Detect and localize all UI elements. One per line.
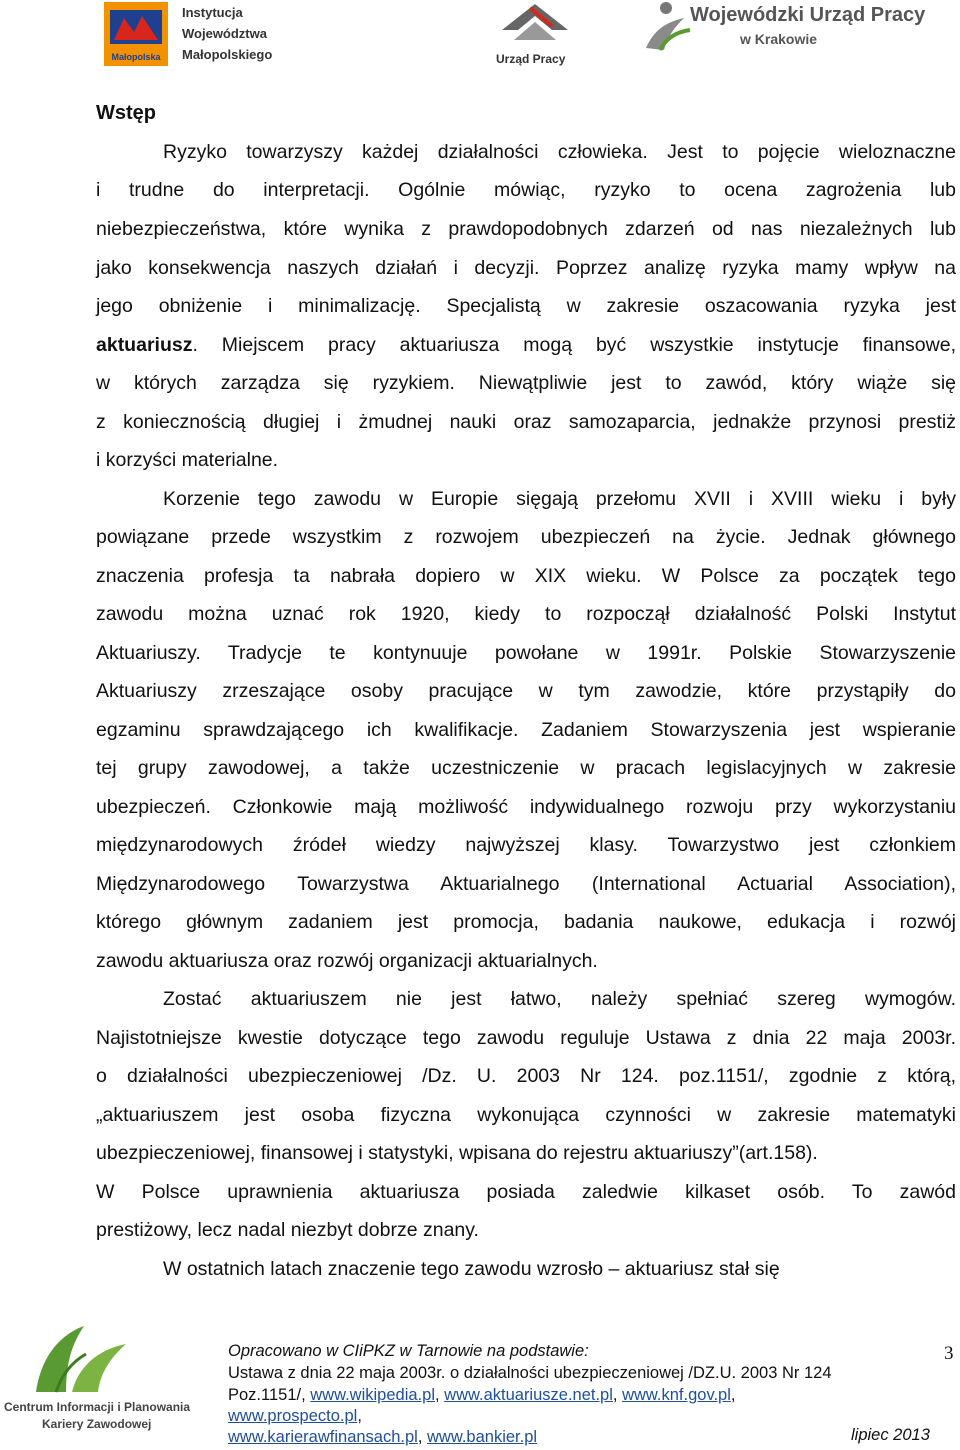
footer-source-line: Ustawa z dnia 22 maja 2003r. o działalności ubezpieczeniowej /DZ.U. 2003 Nr 124: [228, 1364, 832, 1382]
text-line: Najistotniejsze kwestie dotyczące tego zawodu reguluje Ustawa z dnia 22 maja 2003r.: [96, 1027, 956, 1049]
text-line: zawodu aktuariusza oraz rozwój organizacji aktuarialnych.: [96, 950, 598, 972]
text-line: ubezpieczeń. Członkowie mają możliwość indywidualnego rozwoju przy wykorzystaniu: [96, 796, 956, 818]
text-line: tej grupy zawodowej, a także uczestniczenie w pracach legislacyjnych w zakresie: [96, 757, 956, 779]
text-line: W ostatnich latach znaczenie tego zawodu wzrosło – aktuariusz stał się: [163, 1258, 780, 1280]
text-fragment: . Miejscem pracy aktuariusza mogą być wszystkie instytucje finansowe,: [192, 334, 956, 356]
text-line: ubezpieczeniowej, finansowej i statystyki, wpisana do rejestru aktuariuszy”(art.158).: [96, 1142, 818, 1164]
text-line: i trudne do interpretacji. Ogólnie mówiąc, ryzyko to ocena zagrożenia lub: [96, 179, 956, 201]
link-karierawfinansach[interactable]: www.karierawfinansach.pl: [228, 1428, 418, 1446]
footer-links-line: [228, 1406, 362, 1426]
text-line: w których zarządza się ryzykiem. Niewątpliwie jest to zawód, który wiąże się: [96, 372, 956, 394]
svg-text:Małopolska: Małopolska: [111, 52, 161, 62]
logo1-line1: Instytucja: [182, 5, 243, 20]
logo-urzad-pracy: [490, 0, 580, 70]
text-line: egzaminu sprawdzającego ich kwalifikacje. Zadaniem Stowarzyszenia jest wspieranie: [96, 719, 956, 741]
text-line: jako konsekwencja naszych działań i decyzji. Poprzez analizę ryzyka mamy wpływ na: [96, 257, 956, 279]
logo1-line3: Małopolskiego: [182, 47, 273, 62]
text-line: powiązane przede wszystkim z rozwojem ubezpieczeń na życie. Jednak głównego: [96, 526, 956, 548]
link-aktuariusze[interactable]: www.aktuariusze.net.pl: [444, 1386, 613, 1404]
logo-ciipkz: [4, 1322, 191, 1442]
text-line: Zostać aktuariuszem nie jest łatwo, należy spełniać szereg wymogów.: [163, 988, 956, 1010]
bold-term: aktuariusz: [96, 334, 193, 356]
footer-prefix: Poz.1151/,: [228, 1386, 311, 1404]
text-line: znaczenia profesja ta nabrała dopiero w XIX wieku. W Polsce za początek tego: [96, 565, 956, 587]
text-line: którego głównym zadaniem jest promocja, badania naukowe, edukacja i rozwój: [96, 911, 956, 933]
wup-figure-icon: [640, 0, 694, 54]
malopolska-badge-icon: [104, 2, 168, 66]
text-line: i korzyści materialne.: [96, 449, 279, 471]
text-line: jego obniżenie i minimalizację. Specjalistą w zakresie oszacowania ryzyka jest: [96, 295, 956, 317]
text-line: o działalności ubezpieczeniowej /Dz. U. 2003 Nr 124. poz.1151/, zgodnie z którą,: [96, 1065, 956, 1087]
footer-title: Opracowano w CIiPKZ w Tarnowie na podstawie:: [228, 1342, 589, 1360]
section-heading: Wstęp: [96, 102, 156, 124]
text-line: międzynarodowych źródeł wiedzy najwyższej klasy. Towarzystwo jest członkiem: [96, 834, 956, 856]
page-number: 3: [944, 1343, 954, 1364]
text-line: niebezpieczeństwa, które wynika z prawdopodobnych zdarzeń od nas niezależnych lub: [96, 218, 956, 240]
text-line: Korzenie tego zawodu w Europie sięgają przełomu XVII i XVIII wieku i były: [163, 488, 956, 510]
logo3-sub: w Krakowie: [740, 31, 818, 47]
ciipkz-line1: Centrum Informacji i Planowania: [4, 1400, 191, 1414]
text-line: Międzynarodowego Towarzystwa Aktuarialnego (International Actuarial Association),: [96, 873, 956, 895]
separator: ,: [357, 1407, 362, 1425]
footer-links-line: [228, 1427, 537, 1447]
text-line: W Polsce uprawnienia aktuariusza posiada zaledwie kilkaset osób. To zawód: [96, 1181, 956, 1203]
separator: ,: [434, 1386, 445, 1404]
text-line: Ryzyko towarzyszy każdej działalności człowieka. Jest to pojęcie wieloznaczne: [163, 141, 956, 163]
logo-wup: [640, 0, 950, 60]
urzad-pracy-emblem-icon: [490, 0, 580, 52]
link-knf[interactable]: www.knf.gov.pl: [622, 1386, 731, 1404]
separator: ,: [730, 1386, 736, 1404]
text-line: Aktuariuszy. Tradycje te kontynuuje powołane w 1991r. Polskie Stowarzyszenie: [96, 642, 956, 664]
logo2-text: Urząd Pracy: [496, 52, 566, 66]
text-line: zawodu można uznać rok 1920, kiedy to rozpoczął działalność Polski Instytut: [96, 603, 956, 625]
logo1-line2: Województwa: [182, 26, 267, 41]
text-line-composite: [96, 333, 956, 357]
ciipkz-line2: Kariery Zawodowej: [42, 1417, 152, 1431]
link-wikipedia[interactable]: www.wikipedia.pl: [310, 1386, 435, 1404]
link-bankier[interactable]: www.bankier.pl: [427, 1428, 538, 1446]
text-line: prestiżowy, lecz nadal niezbyt dobrze znany.: [96, 1219, 479, 1241]
text-line: z koniecznością długiej i żmudnej nauki oraz samozaparcia, jednakże przynosi prestiż: [96, 411, 956, 433]
link-prospecto[interactable]: www.prospecto.pl: [228, 1407, 358, 1425]
separator: ,: [612, 1386, 623, 1404]
logo-instytucja: [104, 2, 284, 68]
footer-links-line: [228, 1385, 736, 1405]
text-line: „aktuariuszem jest osoba fizyczna wykonująca czynności w zakresie matematyki: [96, 1104, 956, 1126]
footer-date: lipiec 2013: [851, 1426, 930, 1444]
logo3-title: Wojewódzki Urząd Pracy: [690, 4, 926, 26]
ciipkz-leaf-icon: [26, 1322, 136, 1394]
text-line: Aktuariuszy zrzeszające osoby pracujące w tym zawodzie, które przystąpiły do: [96, 680, 956, 702]
separator: ,: [417, 1428, 428, 1446]
